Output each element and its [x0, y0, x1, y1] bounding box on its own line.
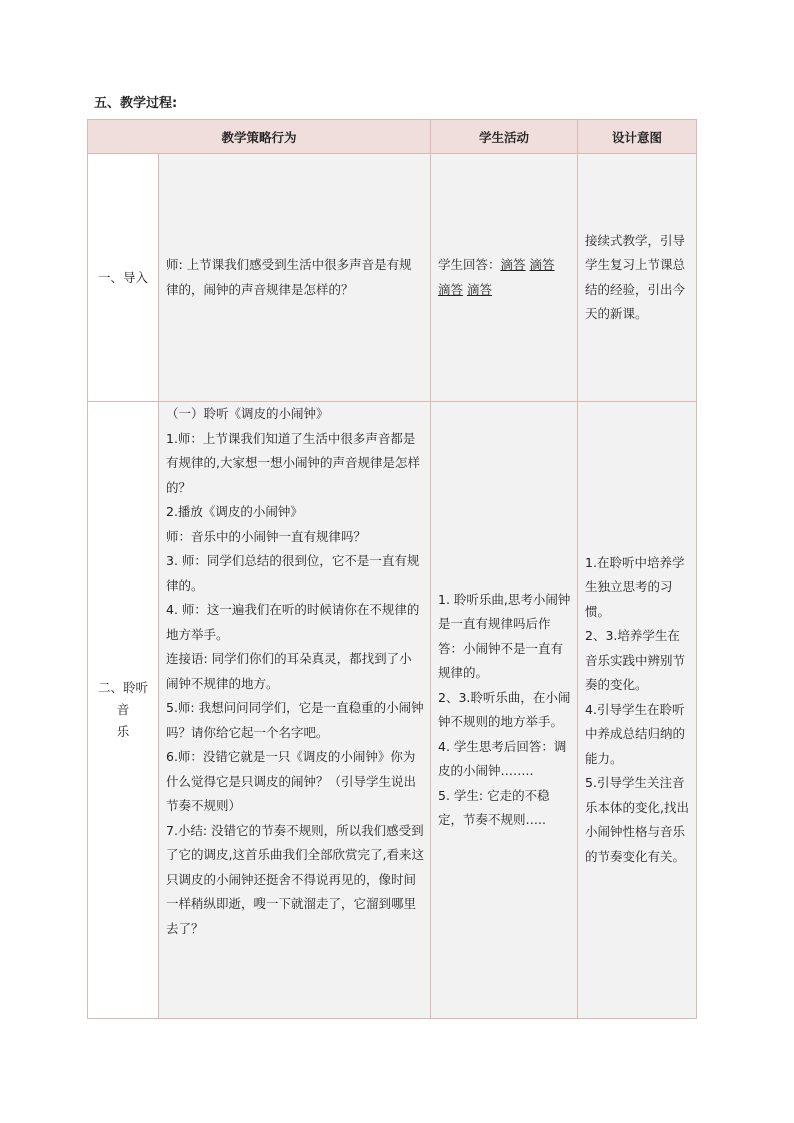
table-row-intro [88, 154, 697, 402]
strategy-item-6: 连接语: 同学们你们的耳朵真灵，都找到了小闹钟不规律的地方。 [166, 651, 412, 691]
phase-listen-line1: 二、聆听 [97, 680, 148, 695]
strategy-item-8: 6.师：没错它就是一只《调皮的小闹钟》你为什么觉得它是只调皮的闹钟？（引导学生说出节奏不规则） [166, 749, 417, 813]
strategy-item-2: 2.播放《调皮的小闹钟》 [166, 504, 303, 519]
activity-item-3: 5. 学生: 它走的不稳定，节奏不规则….. [438, 787, 550, 827]
intent-item-1: 2、3.培养学生在音乐实践中辨别节奏的变化。 [585, 628, 686, 693]
strategy-item-9: 7.小结: 没错它的节奏不规则，所以我们感受到了它的调皮,这首乐曲我们全部欣赏完了,看来这只调皮的小闹钟还挺舍不得说再见的，像时间一样稍纵即逝，嗖一下就溜走了，它溜到哪里去了？ [166, 822, 424, 936]
header-strategy: 教学策略行为 [88, 120, 431, 154]
activity-item-1: 2、3.聆听乐曲，在小闹钟不规则的地方举手。 [438, 689, 571, 729]
activity-cell-listen [431, 402, 578, 1019]
tick-word-1: 滴答 [500, 257, 526, 272]
intent-item-0: 1.在聆听中培养学生独立思考的习惯。 [585, 554, 685, 619]
activity-text-intro [431, 249, 577, 306]
activity-prefix: 学生回答： [438, 257, 501, 272]
phase-listen-line2: 音 [116, 702, 130, 717]
activity-cell-intro [431, 154, 578, 402]
tick-word-4: 滴答 [467, 281, 493, 297]
phase-listen [88, 402, 159, 1019]
header-row [88, 120, 697, 154]
section-title: 五、教学过程: [94, 96, 178, 111]
phase-intro: 一、导入 [88, 154, 159, 402]
activity-list-listen [431, 584, 577, 837]
phase-listen-line3: 乐 [116, 724, 130, 739]
intent-text-intro: 接续式教学，引导学生复习上节课总结的经验，引出今天的新课。 [585, 232, 686, 321]
teaching-process-table [87, 119, 697, 1019]
strategy-text-intro: 师: 上节课我们感受到生活中很多声音是有规律的，闹钟的声音规律是怎样的？ [166, 257, 412, 297]
intent-list-listen [578, 547, 696, 874]
strategy-item-4: 3. 师：同学们总结的很到位，它不是一直有规律的。 [166, 553, 420, 593]
strategy-item-5: 4. 师：这一遍我们在听的时候请你在不规律的地方举手。 [166, 602, 420, 642]
header-intent: 设计意图 [578, 120, 697, 154]
strategy-item-3: 师：音乐中的小闹钟一直有规律吗？ [166, 528, 367, 544]
strategy-cell-listen [159, 402, 431, 1019]
intent-cell-listen [578, 402, 697, 1019]
intent-item-2: 4.引导学生在聆听中养成总结归纳的能力。 [585, 701, 686, 766]
intent-cell-intro [578, 154, 697, 402]
strategy-list-listen [159, 402, 430, 945]
header-activity: 学生活动 [431, 120, 578, 154]
activity-item-0: 1. 聆听乐曲,思考小闹钟是一直有规律吗后作答：小闹钟不是一直有规律的。 [438, 591, 571, 680]
activity-item-2: 4. 学生思考后回答：调皮的小闹钟…….. [438, 738, 567, 778]
strategy-item-7: 5.师: 我想问问同学们，它是一直稳重的小闹钟吗？请你给它起一个名字吧。 [166, 700, 424, 740]
strategy-item-0: （一）聆听《调皮的小闹钟》 [166, 406, 329, 421]
strategy-cell-intro [159, 154, 431, 402]
tick-word-3: 滴答 [438, 281, 464, 297]
intent-item-3: 5.引导学生关注音乐本体的变化,找出小闹钟性格与音乐的节奏变化有关。 [585, 775, 689, 864]
tick-word-2: 滴答 [529, 257, 555, 272]
table-row-listen [88, 402, 697, 1019]
strategy-item-1: 1.师：上节课我们知道了生活中很多声音都是有规律的,大家想一想小闹钟的声音规律是怎样的？ [166, 430, 420, 495]
